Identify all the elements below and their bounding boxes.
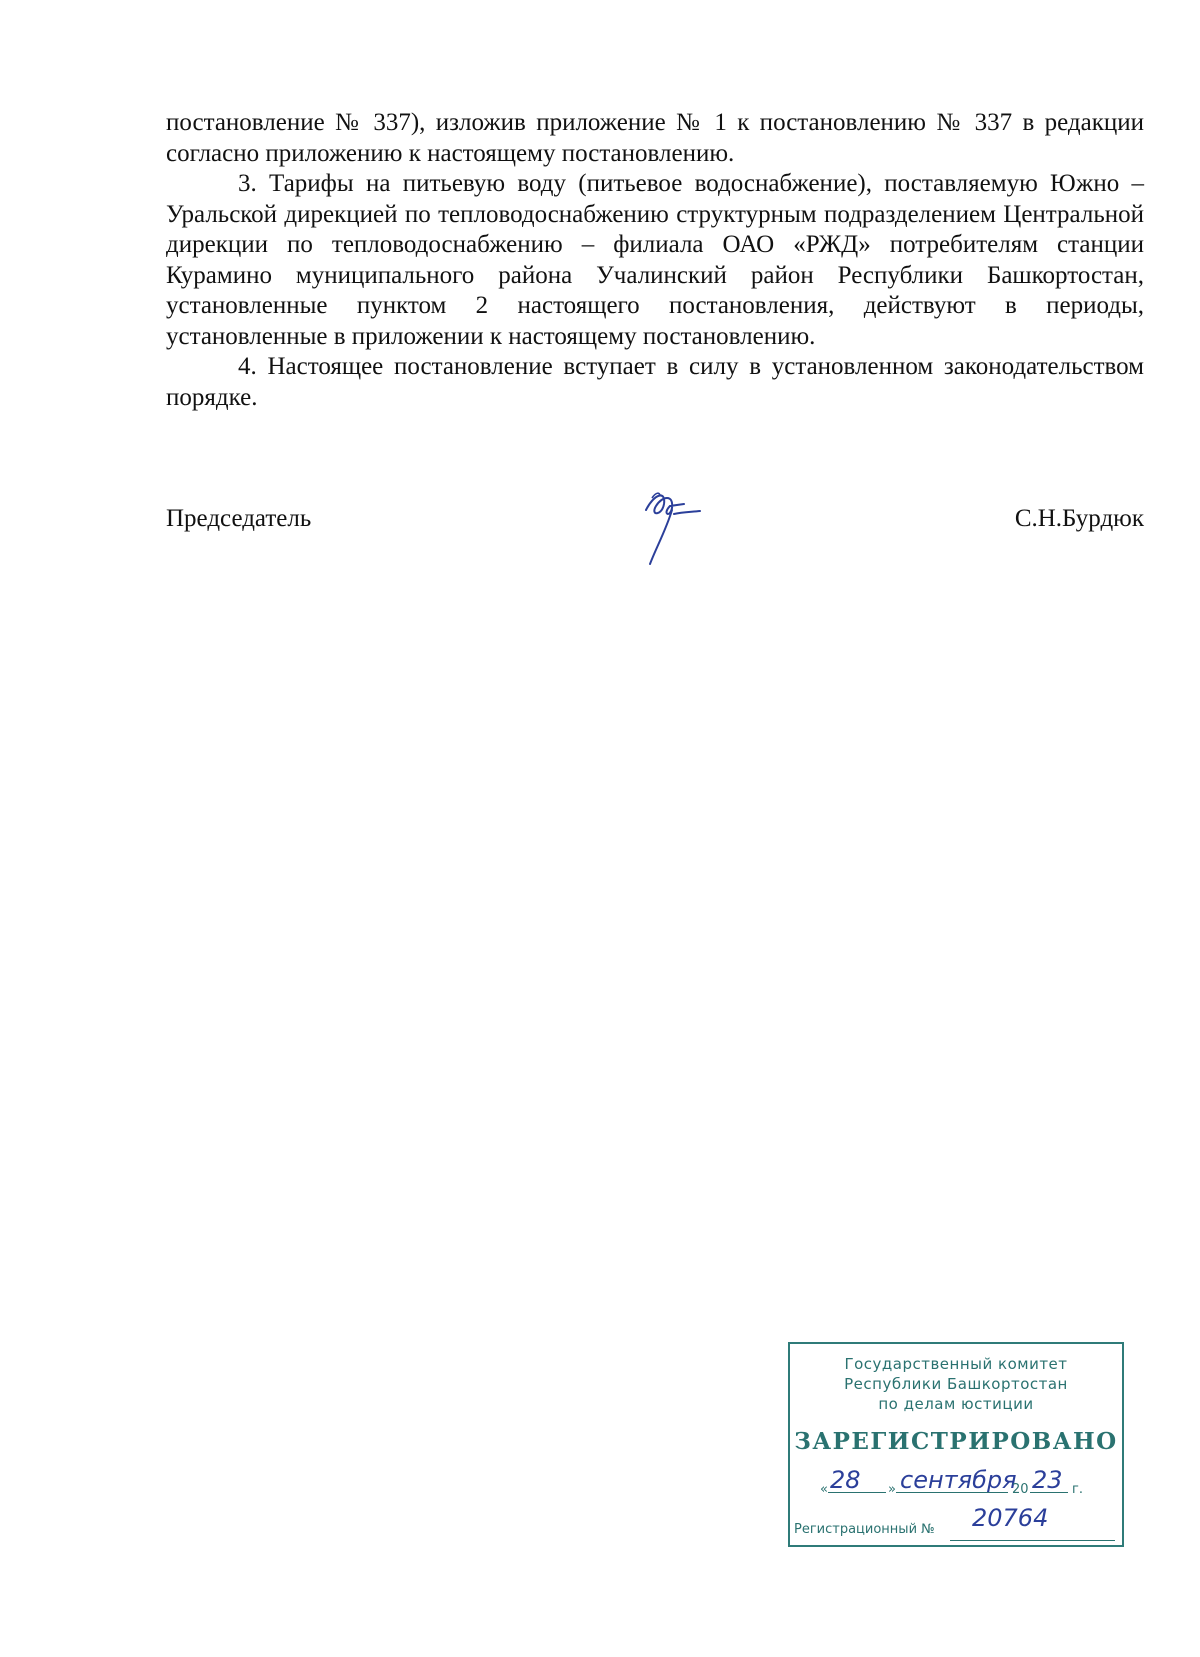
stamp-reg-label: Регистрационный №: [794, 1522, 935, 1537]
stamp-date-day: 28: [830, 1466, 861, 1494]
paragraph-4: 4. Настоящее постановление вступает в силу в установленном законодательством порядке.: [166, 353, 1144, 411]
stamp-org-line3: по делам юстиции: [878, 1395, 1034, 1413]
stamp-day-underline: [828, 1492, 886, 1493]
stamp-year-unit: г.: [1072, 1482, 1083, 1497]
stamp-date: [820, 1466, 1100, 1504]
signatory-title: Председатель: [166, 505, 312, 532]
stamp-reg-number: 20764: [972, 1504, 1049, 1532]
stamp-date-open-quote: «: [820, 1482, 828, 1497]
stamp-date-month: сентября: [900, 1466, 1017, 1494]
registration-stamp: [788, 1342, 1124, 1547]
stamp-registered-label: ЗАРЕГИСТРИРОВАНО: [794, 1428, 1118, 1455]
handwritten-signature: [626, 480, 716, 570]
stamp-organization: [790, 1354, 1122, 1414]
stamp-org-line2: Республики Башкортостан: [844, 1375, 1068, 1393]
stamp-registration-number: [794, 1504, 1119, 1544]
paragraph-continuation: постановление № 337), изложив приложение № 1 к постановлению № 337 в редакции согласно приложению к настоящему постановлению.: [166, 109, 1144, 167]
paragraph-3: 3. Тарифы на питьевую воду (питьевое водоснабжение), поставляемую Южно – Уральской дирекцией по тепловодоснабжению структурным подразделением Центральной дирекции по тепловодоснабжению – филиала ОАО «РЖД» потребителям станции Курамино муниципального района Учалинский район Республики Башкортостан, установленные пунктом 2 настоящего постановления, действуют в периоды, установленные в приложении к настоящему постановлению.: [166, 170, 1144, 350]
document-body: [166, 108, 1144, 413]
signatory-name: С.Н.Бурдюк: [1014, 505, 1144, 532]
stamp-org-line1: Государственный комитет: [844, 1355, 1068, 1373]
stamp-year-suffix: 23: [1032, 1466, 1063, 1494]
stamp-date-close-quote: »: [888, 1482, 896, 1497]
stamp-year-underline: [1030, 1492, 1068, 1493]
stamp-year-prefix: 20: [1012, 1482, 1029, 1497]
stamp-month-underline: [896, 1492, 1008, 1493]
stamp-reg-underline: [950, 1540, 1115, 1541]
signature-block: [166, 505, 1144, 565]
